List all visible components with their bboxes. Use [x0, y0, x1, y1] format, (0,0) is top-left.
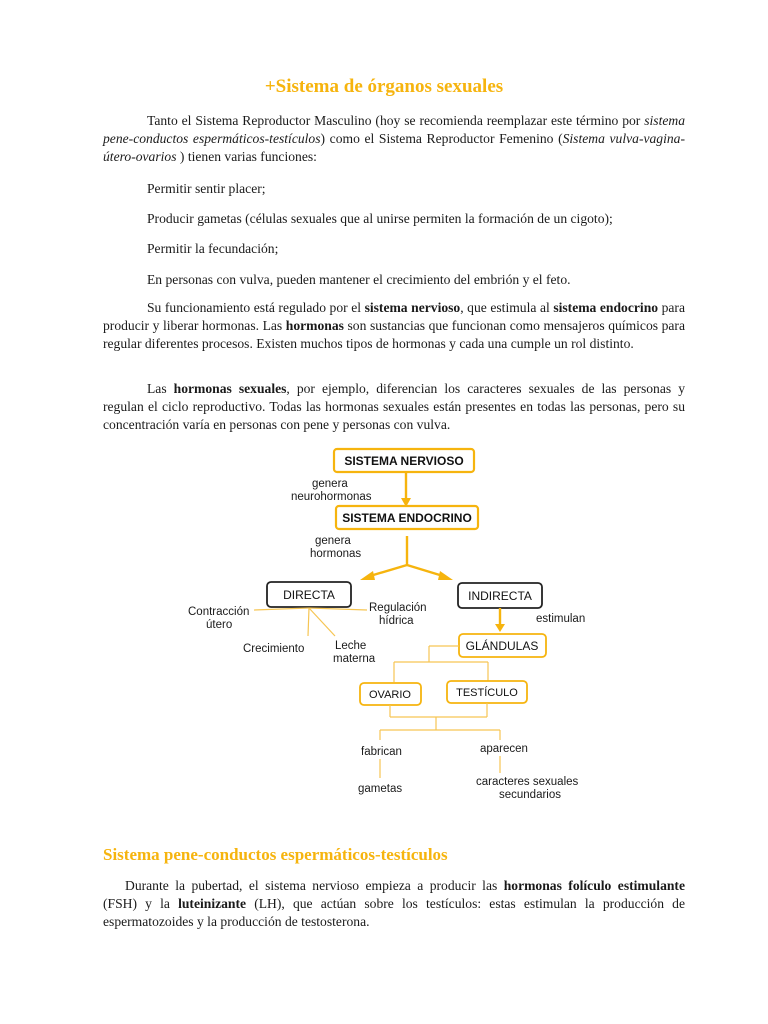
label-regulacion: Regulación [369, 602, 427, 614]
box-testiculo [447, 681, 527, 703]
para2-bold-2: sistema endocrino [553, 300, 659, 315]
label-fabrican: fabrican [361, 746, 402, 758]
label-hormonas: hormonas [310, 548, 362, 560]
puberty-paragraph [103, 877, 685, 932]
intro-italic-1: sistema pene-conductos espermáticos-testículos [103, 113, 685, 147]
regulation-paragraph [103, 299, 685, 354]
para4-bold-1: hormonas folículo estimulante [503, 878, 685, 893]
list-item-text: Producir gametas (células sexuales que al unirse permiten la formación de un cigoto); [147, 211, 613, 226]
box-indirecta [458, 583, 542, 608]
box-indirecta-label: INDIRECTA [468, 589, 532, 603]
para3-bold-1: hormonas sexuales [173, 381, 287, 396]
intro-text-1: Tanto el Sistema Reproductor Masculino (hoy se recomienda reemplazar este término por [147, 113, 645, 128]
label-crecimiento: Crecimiento [243, 643, 305, 655]
para2-text-2: , que estimula al [460, 300, 554, 315]
intro-text-2: ) como el Sistema Reproductor Femenino ( [320, 131, 563, 147]
page-title: +Sistema de órganos sexuales [264, 76, 504, 97]
intro-paragraph [103, 112, 685, 167]
para3-text-2: , por ejemplo, diferencian los caracteres sexuales de las personas y regulan el ciclo reproductivo. Todas las hormonas sexuales están presentes en todas las personas, pero su concentración varía en personas con pene y personas con vulva. [103, 381, 685, 433]
label-utero: útero [206, 619, 233, 631]
label-materna: materna [333, 653, 376, 665]
label-aparecen: aparecen [480, 743, 528, 755]
section-title: Sistema pene-conductos espermáticos-testículos [103, 845, 448, 864]
arrow-head-icon [495, 624, 505, 632]
label-genera-1: genera [312, 478, 348, 490]
para4-bold-2: luteinizante [178, 896, 247, 912]
list-item-text: Permitir la fecundación; [147, 241, 279, 256]
box-ovario-label: OVARIO [369, 689, 411, 701]
para3-text-1: Las [147, 381, 174, 396]
para2-bold-1: sistema nervioso [364, 300, 461, 315]
arrow-to-directa [370, 565, 407, 576]
box-directa [267, 582, 351, 607]
arrow-to-indirecta [407, 565, 443, 576]
box-glandulas-label: GLÁNDULAS [465, 639, 539, 653]
arrow-head-icon [438, 571, 453, 580]
para2-text-1: Su funcionamiento está regulado por el [147, 300, 365, 315]
intro-italic-2: Sistema vulva-vagina-útero-ovarios [103, 131, 685, 165]
para2-text-3: para producir y liberar hormonas. Las [103, 300, 685, 334]
label-hidrica: hídrica [379, 615, 414, 627]
para4-text-1: Durante la pubertad, el sistema nervioso empieza a producir las [125, 878, 504, 893]
box-sistema-nervioso [334, 449, 474, 472]
box-testiculo-label: TESTÍCULO [456, 687, 518, 699]
label-leche: Leche [335, 640, 367, 652]
label-gametas: gametas [358, 783, 403, 795]
label-contraccion: Contracción [188, 606, 250, 618]
label-secundarios: secundarios [499, 789, 562, 801]
box-sistema-endocrino-label: SISTEMA ENDOCRINO [342, 511, 472, 525]
label-caracteres: caracteres sexuales [476, 776, 579, 788]
box-sistema-endocrino [336, 506, 478, 529]
outputs-branches [380, 703, 500, 778]
list-item-text: Permitir sentir placer; [147, 181, 266, 196]
sex-hormones-paragraph [103, 380, 685, 435]
para2-bold-3: hormonas [285, 318, 344, 334]
para4-text-2: (FSH) y la [103, 896, 179, 912]
label-neurohormonas: neurohormonas [291, 491, 372, 503]
box-directa-label: DIRECTA [283, 588, 335, 602]
para4-text-3: (LH), que actúan sobre los testículos: estas estimulan la producción de espermatozoides y la producción de testosterona. [103, 896, 686, 930]
label-genera-2: genera [315, 535, 351, 547]
label-estimulan: estimulan [536, 613, 586, 625]
list-item-text: En personas con vulva, pueden mantener el crecimiento del embrión y el feto. [147, 272, 571, 287]
box-ovario [360, 683, 421, 705]
hormone-flow-diagram [170, 440, 610, 810]
box-sistema-nervioso-label: SISTEMA NERVIOSO [344, 454, 464, 468]
directa-branches [254, 608, 367, 636]
intro-text-3: ) tienen varias funciones: [176, 149, 317, 165]
box-glandulas [459, 634, 546, 657]
arrow-head-icon [360, 571, 375, 580]
para2-text-4: son sustancias que funcionan como mensajeros químicos para regular diferentes procesos. Existen muchos tipos de hormonas y cada una cumple un rol distinto. [103, 318, 685, 352]
